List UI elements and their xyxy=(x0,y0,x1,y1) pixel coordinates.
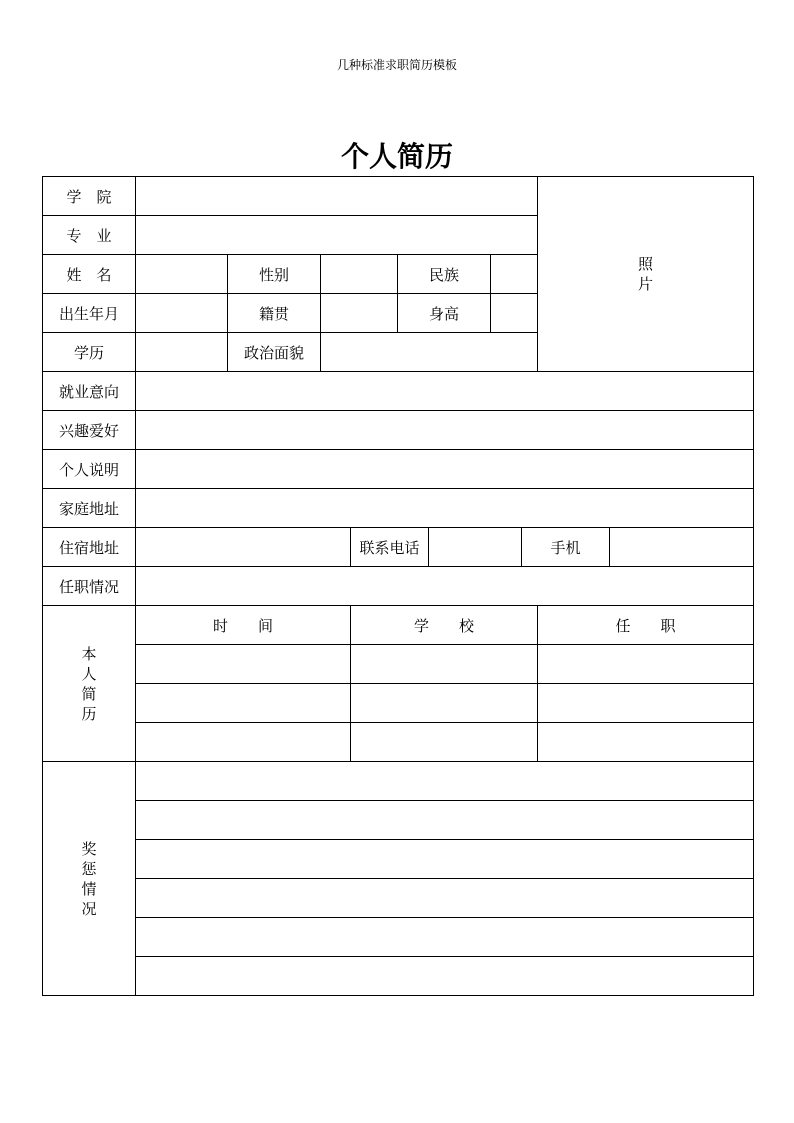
name-field[interactable] xyxy=(136,255,228,294)
positions-field[interactable] xyxy=(136,567,754,606)
awards-line[interactable] xyxy=(136,762,754,801)
mobile-field[interactable] xyxy=(610,528,754,567)
height-field[interactable] xyxy=(491,294,538,333)
resume-time-cell[interactable] xyxy=(136,723,351,762)
table-row xyxy=(43,411,754,450)
gender-label: 性别 xyxy=(228,255,321,294)
lodging-address-field[interactable] xyxy=(136,528,351,567)
table-row xyxy=(43,528,754,567)
resume-time-cell[interactable] xyxy=(136,684,351,723)
table-row xyxy=(43,840,754,879)
birth-label: 出生年月 xyxy=(43,294,136,333)
table-row xyxy=(43,450,754,489)
ethnicity-label: 民族 xyxy=(398,255,491,294)
mobile-label: 手机 xyxy=(522,528,610,567)
college-label: 学 院 xyxy=(43,177,136,216)
political-status-label: 政治面貌 xyxy=(228,333,321,372)
table-row xyxy=(43,489,754,528)
awards-line[interactable] xyxy=(136,957,754,996)
resume-position-cell[interactable] xyxy=(538,645,754,684)
photo-box[interactable] xyxy=(538,177,754,372)
education-label: 学历 xyxy=(43,333,136,372)
home-address-label: 家庭地址 xyxy=(43,489,136,528)
native-place-field[interactable] xyxy=(321,294,398,333)
table-row xyxy=(43,723,754,762)
resume-label-cell xyxy=(43,606,136,762)
job-intention-label: 就业意向 xyxy=(43,372,136,411)
awards-label: 奖惩情况 xyxy=(81,839,97,918)
contact-phone-label: 联系电话 xyxy=(351,528,429,567)
page-title: 个人简历 xyxy=(340,140,453,173)
table-row xyxy=(43,918,754,957)
height-label: 身高 xyxy=(398,294,491,333)
hobbies-label: 兴趣爱好 xyxy=(43,411,136,450)
table-row xyxy=(43,606,754,645)
job-intention-field[interactable] xyxy=(136,372,754,411)
table-row xyxy=(43,801,754,840)
birth-field[interactable] xyxy=(136,294,228,333)
resume-col-school: 学 校 xyxy=(351,606,538,645)
positions-label: 任职情况 xyxy=(43,567,136,606)
table-row xyxy=(43,177,754,216)
awards-line[interactable] xyxy=(136,879,754,918)
education-field[interactable] xyxy=(136,333,228,372)
photo-label: 照片 xyxy=(637,255,653,293)
page-header: 几种标准求职简历模板 xyxy=(336,58,457,72)
college-field[interactable] xyxy=(136,177,538,216)
name-label: 姓 名 xyxy=(43,255,136,294)
table-row xyxy=(43,879,754,918)
major-label: 专 业 xyxy=(43,216,136,255)
resume-school-cell[interactable] xyxy=(351,645,538,684)
table-row xyxy=(43,567,754,606)
resume-school-cell[interactable] xyxy=(351,723,538,762)
hobbies-field[interactable] xyxy=(136,411,754,450)
resume-label: 本人简历 xyxy=(81,644,97,723)
resume-time-cell[interactable] xyxy=(136,645,351,684)
table-row xyxy=(43,684,754,723)
table-row xyxy=(43,645,754,684)
resume-col-time: 时 间 xyxy=(136,606,351,645)
awards-line[interactable] xyxy=(136,840,754,879)
resume-position-cell[interactable] xyxy=(538,684,754,723)
major-field[interactable] xyxy=(136,216,538,255)
ethnicity-field[interactable] xyxy=(491,255,538,294)
personal-statement-field[interactable] xyxy=(136,450,754,489)
personal-statement-label: 个人说明 xyxy=(43,450,136,489)
awards-label-cell xyxy=(43,762,136,996)
resume-school-cell[interactable] xyxy=(351,684,538,723)
table-row xyxy=(43,372,754,411)
awards-line[interactable] xyxy=(136,801,754,840)
native-place-label: 籍贯 xyxy=(228,294,321,333)
awards-line[interactable] xyxy=(136,918,754,957)
table-row xyxy=(43,957,754,996)
resume-position-cell[interactable] xyxy=(538,723,754,762)
gender-field[interactable] xyxy=(321,255,398,294)
resume-col-position: 任 职 xyxy=(538,606,754,645)
resume-form-table xyxy=(42,176,754,996)
lodging-address-label: 住宿地址 xyxy=(43,528,136,567)
political-status-field[interactable] xyxy=(321,333,538,372)
contact-phone-field[interactable] xyxy=(429,528,522,567)
table-row xyxy=(43,762,754,801)
home-address-field[interactable] xyxy=(136,489,754,528)
